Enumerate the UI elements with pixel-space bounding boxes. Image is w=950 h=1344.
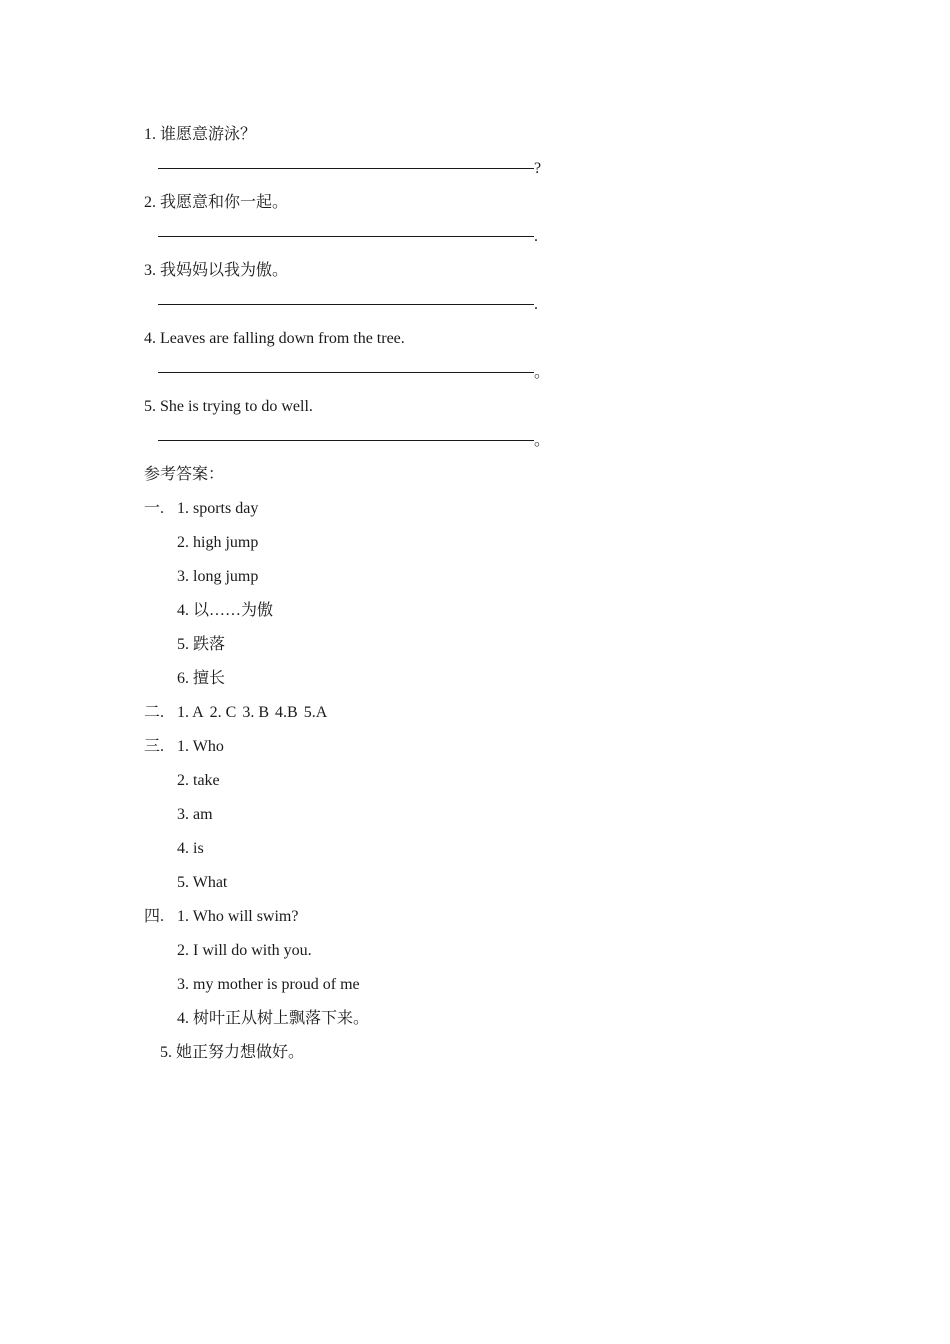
answer-item: 1. A	[177, 704, 204, 721]
answer-item: 4. is	[177, 840, 204, 857]
answer-item: 4.B	[275, 704, 298, 721]
answers-heading: 参考答案：	[144, 466, 225, 483]
answer-item: 4. 树叶正从树上飘落下来。	[177, 1010, 370, 1027]
answer-item: 1. Who	[177, 738, 224, 755]
answer-item: 3. B	[242, 704, 270, 721]
blank-underline[interactable]	[158, 371, 534, 373]
section-marker: 四.	[144, 908, 165, 925]
answer-item: 1. sports day	[177, 500, 259, 517]
blank-underline[interactable]	[158, 167, 534, 169]
answer-item: 3. long jump	[177, 568, 259, 585]
answer-item: 5.A	[303, 704, 328, 721]
answer-item: 3. am	[177, 806, 213, 823]
answer-item: 1. Who will swim?	[177, 908, 299, 925]
blank-underline[interactable]	[158, 235, 534, 237]
answer-item: 2. C	[209, 704, 237, 721]
question-prompt: 2. 我愿意和你一起。	[144, 194, 289, 211]
answer-item: 5. 跌落	[177, 636, 226, 653]
answer-row	[144, 492, 844, 526]
section-marker: 二.	[144, 704, 165, 721]
answer-item: 2. I will do with you.	[177, 942, 312, 959]
section-marker: 一.	[144, 500, 165, 517]
answer-item: 6. 擅长	[177, 670, 226, 687]
question-prompt: 3. 我妈妈以我为傲。	[144, 262, 289, 279]
document-content	[144, 118, 844, 1070]
answer-item: 2. take	[177, 772, 220, 789]
answer-row	[144, 730, 844, 764]
blank-underline[interactable]	[158, 439, 534, 441]
answer-row	[144, 900, 844, 934]
answer-blank-line	[144, 424, 844, 458]
answer-item: 5. 她正努力想做好。	[160, 1044, 305, 1061]
line-end-mark: .	[534, 228, 538, 245]
blank-underline[interactable]	[158, 303, 534, 305]
answer-blank-line	[144, 220, 844, 254]
question-prompt: 1. 谁愿意游泳？	[144, 126, 257, 143]
line-end-mark: .	[534, 296, 538, 313]
question-prompt: 5. She is trying to do well.	[144, 398, 313, 415]
answer-blank-line	[144, 288, 844, 322]
answer-row	[144, 696, 844, 730]
section-marker: 三.	[144, 738, 165, 755]
line-end-mark: 。	[534, 432, 551, 449]
answer-item: 2. high jump	[177, 534, 259, 551]
line-end-mark: ?	[534, 160, 542, 177]
question-prompt: 4. Leaves are falling down from the tree.	[144, 330, 405, 347]
line-end-mark: 。	[534, 364, 551, 381]
answer-item: 3. my mother is proud of me	[177, 976, 360, 993]
answer-item: 4. 以……为傲	[177, 602, 274, 619]
answer-blank-line	[144, 152, 844, 186]
answer-blank-line	[144, 356, 844, 390]
answer-item: 5. What	[177, 874, 228, 891]
